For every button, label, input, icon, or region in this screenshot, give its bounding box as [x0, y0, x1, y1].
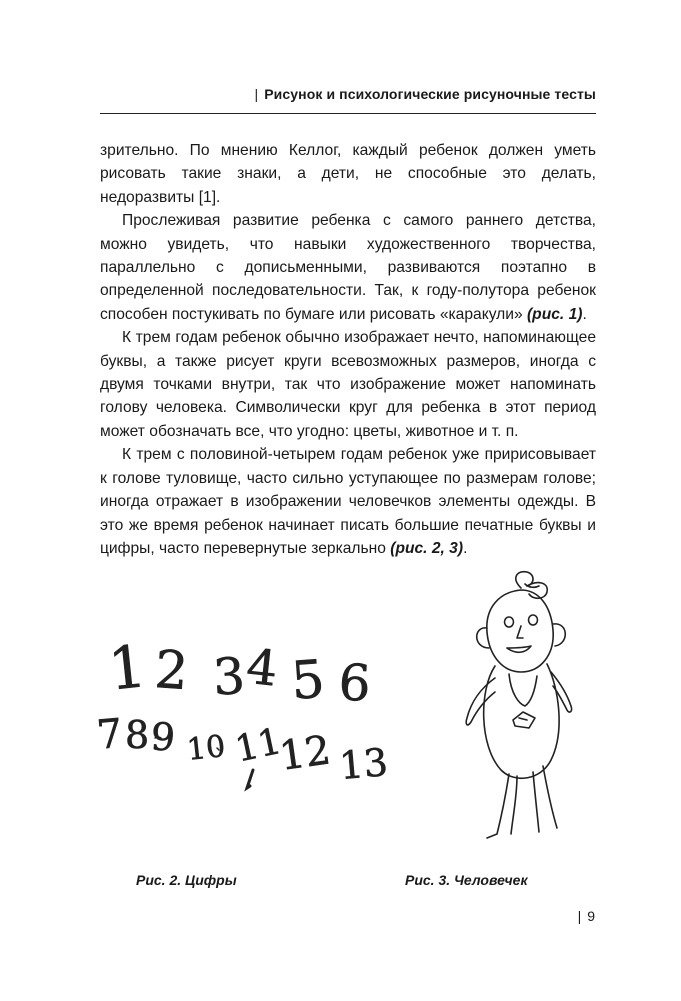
- caption-figure-2: Рис. 2. Цифры: [136, 872, 237, 888]
- caption-figure-3: Рис. 3. Человечек: [405, 872, 528, 888]
- digit-6: 6: [337, 653, 373, 713]
- paragraph-1: [100, 139, 596, 209]
- page-number-value: 9: [587, 908, 595, 924]
- figure-digits: [95, 610, 395, 800]
- running-header: [100, 86, 596, 102]
- number-11: 11: [231, 720, 286, 771]
- page-number: [578, 908, 595, 924]
- digit-2: 2: [152, 640, 191, 703]
- paragraph-4-tail: .: [463, 539, 468, 557]
- digit-5: 5: [289, 649, 327, 712]
- paragraph-2: [100, 209, 596, 326]
- body-text: [100, 139, 596, 560]
- page-number-bar: |: [577, 908, 582, 924]
- digit-1: 1: [105, 632, 150, 704]
- digit-9: 9: [149, 714, 177, 760]
- digit-3: 3: [211, 647, 247, 707]
- digit-7: 7: [95, 710, 125, 759]
- figure-little-man: [425, 560, 615, 850]
- figure-ref-2-3: (рис. 2, 3): [390, 539, 464, 557]
- paragraph-4: [100, 443, 596, 560]
- paragraph-2-tail: .: [582, 305, 587, 323]
- paragraph-4-text: К трем с половиной-четырем годам ребенок уже пририсовывает к голове туловище, часто сильно уступающее по размерам голове; иногда отражает в изображении человечков элементы одежды. В это же время ребенок начинает писать большие печатные буквы и цифры, часто перевернутые зеркально: [100, 446, 596, 557]
- paragraph-2-text: Прослеживая развитие ребенка с самого раннего детства, можно увидеть, что навыки художественного творчества, параллельно с дописьменными, развиваются поэтапно в определенной последовательности. Так, к году-полутора ребенок способен постукивать по бумаге или рисовать «каракули»: [100, 212, 596, 323]
- paragraph-3: [100, 326, 596, 443]
- number-13: 13: [337, 740, 390, 789]
- number-10: 10: [185, 728, 227, 768]
- header-title: Рисунок и психологические рисуночные тесты: [264, 86, 596, 102]
- number-12: 12: [276, 727, 334, 780]
- digit-8: 8: [125, 713, 150, 757]
- header-bar: |: [254, 86, 259, 102]
- figure-ref-1: (рис. 1): [526, 305, 583, 323]
- paragraph-1-text: зрительно. По мнению Келлог, каждый ребенок должен уметь рисовать такие знаки, а дети, не способные это делать, недоразвиты [1].: [100, 142, 596, 206]
- paragraph-3-text: К трем годам ребенок обычно изображает нечто, напоминающее буквы, а также рисует круги всевозможных размеров, иногда с двумя точками внутри, так что изображение может напоминать голову человека. Символически круг для ребенка в этот период может обозначать все, что угодно: цветы, животное и т. п.: [100, 329, 596, 440]
- digit-4: 4: [243, 638, 281, 698]
- header-rule: [100, 113, 596, 114]
